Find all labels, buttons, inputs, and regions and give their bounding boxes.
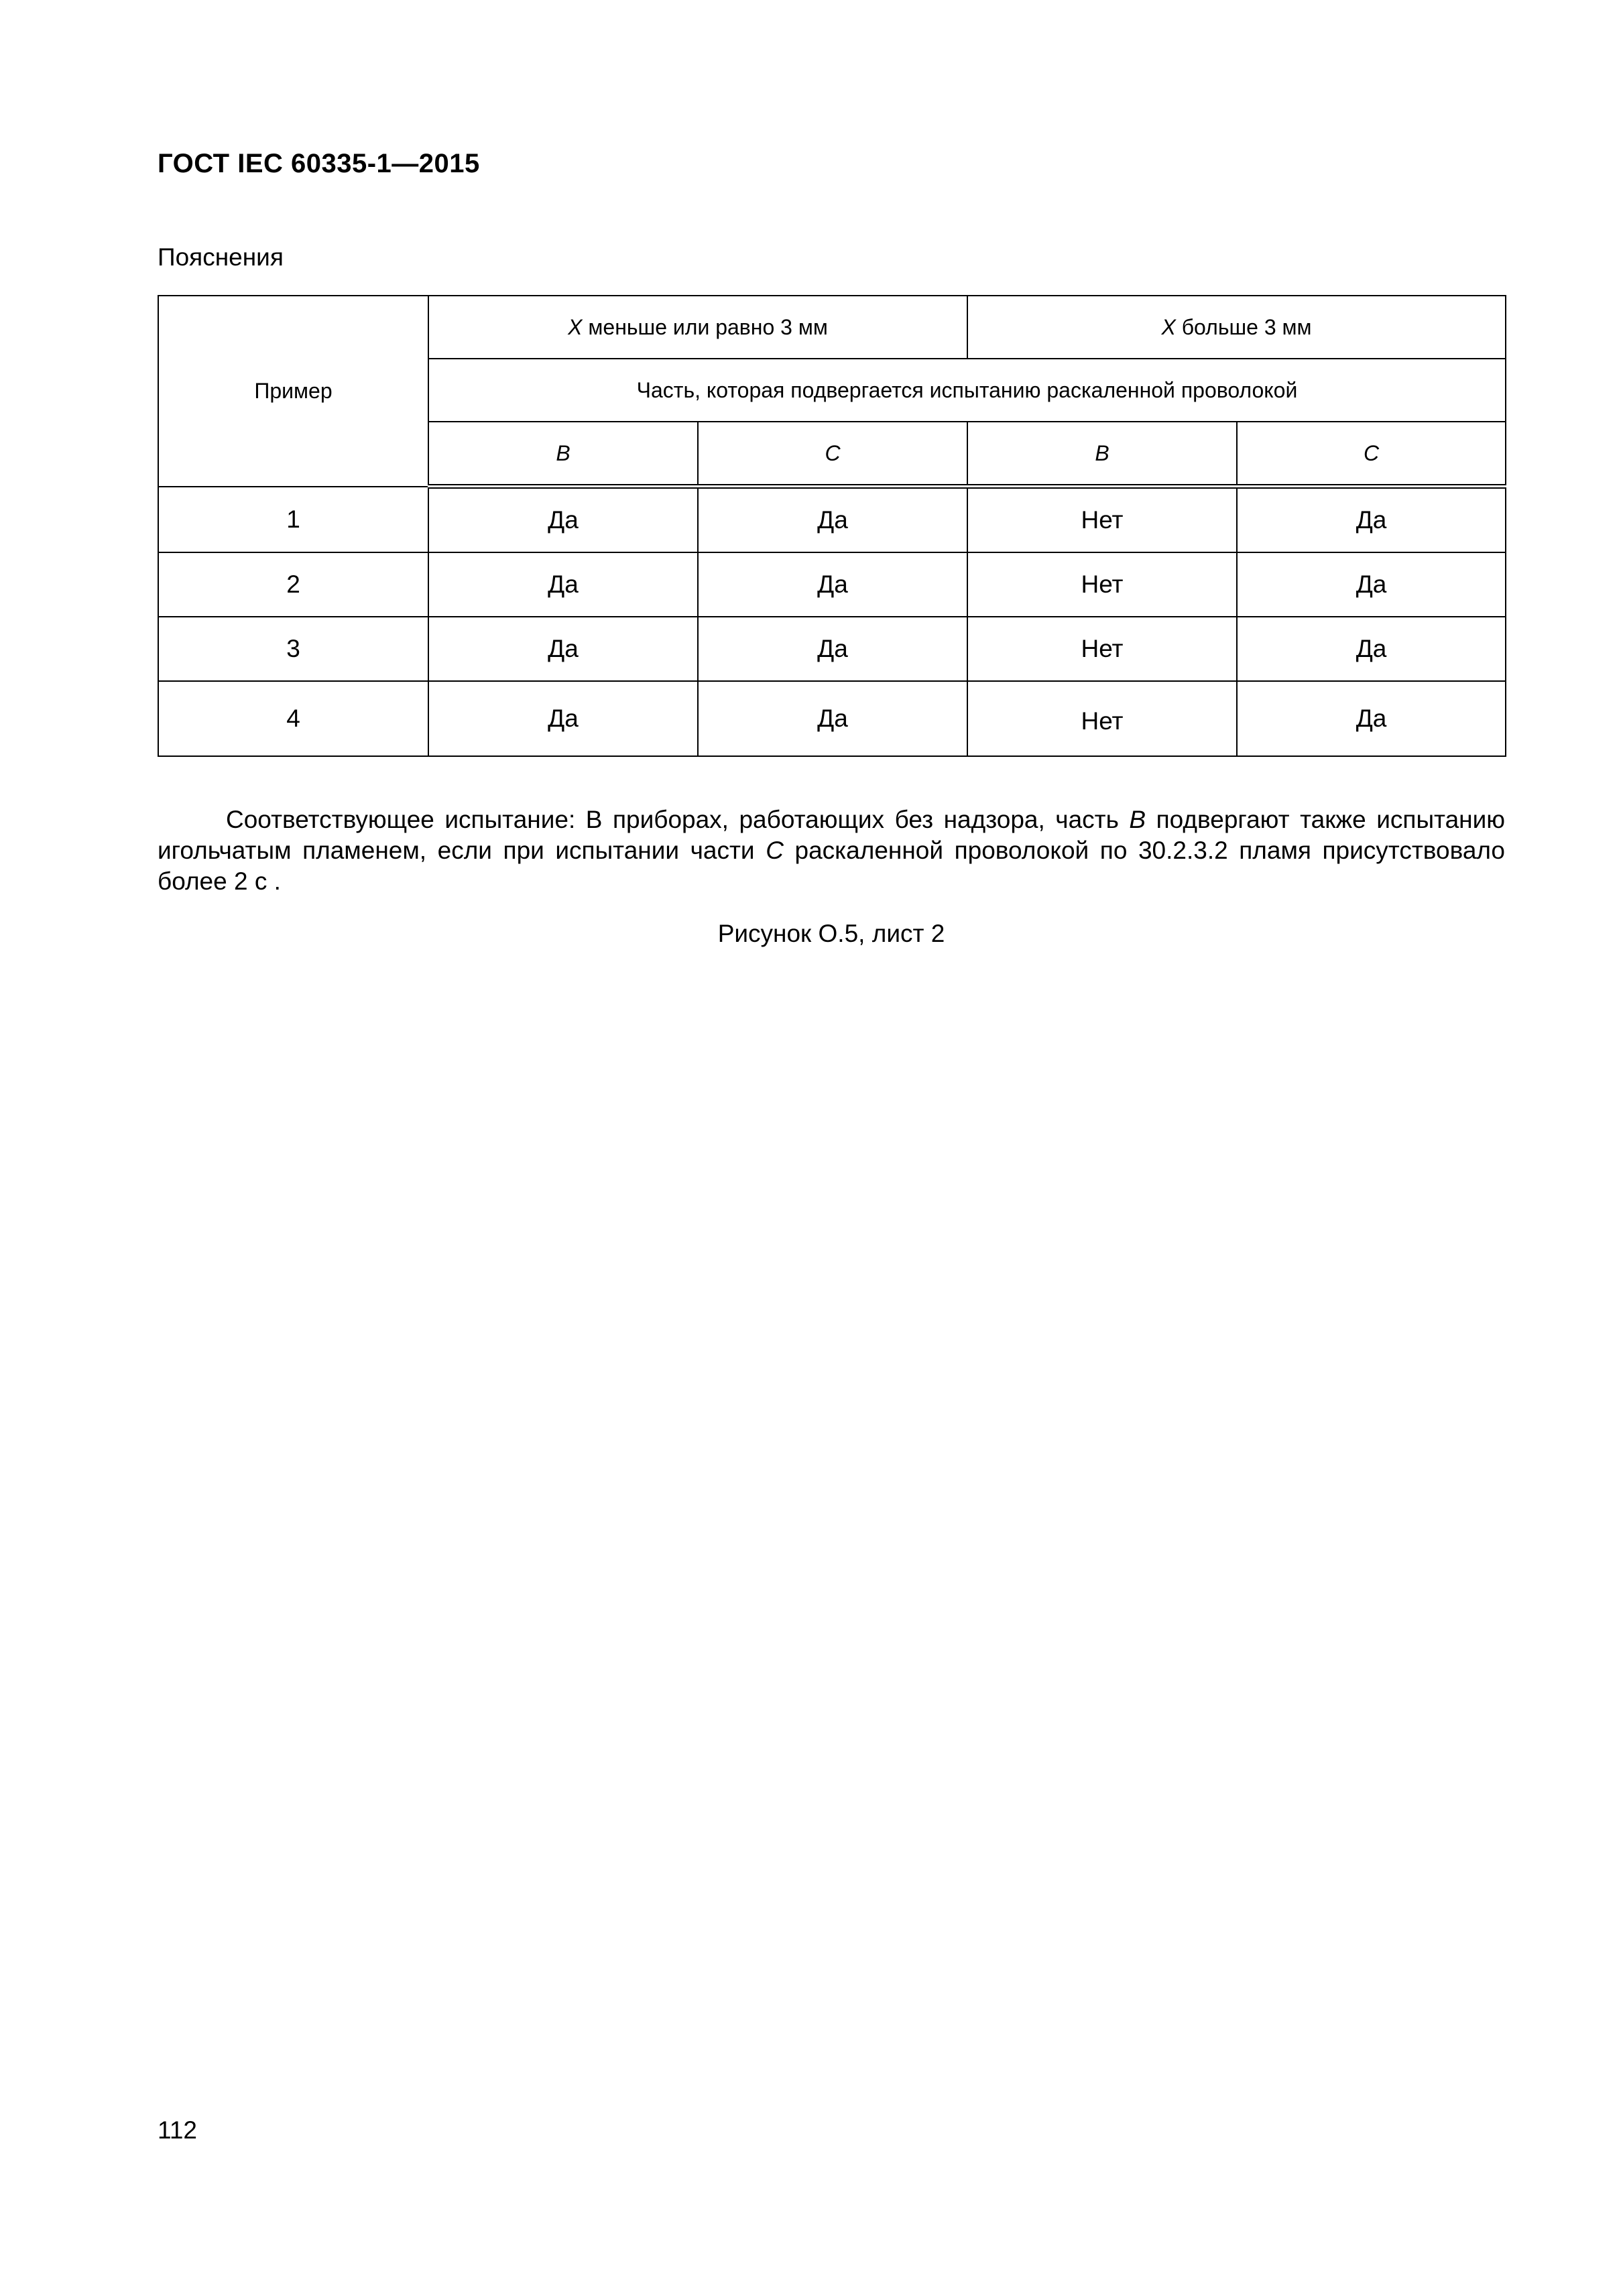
- legend-table: [158, 295, 1506, 757]
- note-var: C: [766, 837, 784, 864]
- page-number: 112: [158, 2116, 197, 2144]
- header-group-1-text: меньше или равно 3 мм: [582, 314, 828, 339]
- row-cell: Да: [698, 617, 967, 681]
- note-paragraph: [158, 804, 1505, 897]
- figure-caption: Рисунок О.5, лист 2: [717, 920, 945, 947]
- row-cell: Да: [698, 681, 967, 756]
- table-row: [158, 552, 1506, 617]
- row-example: 4: [158, 681, 428, 756]
- row-cell: Да: [1237, 617, 1506, 681]
- header-subheader: [428, 359, 1506, 422]
- table-row: [158, 487, 1506, 553]
- note-text: раскаленной проволокой по 30.2.3.2 пламя присутствовало более 2 с .: [158, 837, 1506, 895]
- row-cell: Да: [1237, 487, 1506, 553]
- row-cell: Нет: [967, 552, 1237, 617]
- row-example: 3: [158, 617, 428, 681]
- header-group-2-text: больше 3 мм: [1175, 314, 1312, 339]
- row-cell: Да: [428, 617, 698, 681]
- document-code: ГОСТ IEC 60335-1—2015: [158, 149, 480, 178]
- header-group-1: [428, 296, 967, 359]
- note-text: Соответствующее испытание: В приборах, работающих без надзора, часть: [226, 806, 1130, 833]
- header-group-2: [967, 296, 1506, 359]
- row-cell: Да: [698, 487, 967, 553]
- note-text: подвергают также испытанию игольчатым пламенем, если при испытании части: [158, 806, 1505, 864]
- row-cell: Нет: [967, 487, 1237, 553]
- row-cell: Да: [428, 487, 698, 553]
- header-part: B: [967, 422, 1237, 487]
- row-example: 1: [158, 487, 428, 553]
- header-example: [158, 296, 428, 487]
- row-cell: Да: [1237, 552, 1506, 617]
- header-part: C: [698, 422, 967, 487]
- table-row: [158, 681, 1506, 756]
- row-cell: Нет: [967, 681, 1237, 756]
- header-example-label: Пример: [254, 378, 333, 403]
- header-part: C: [1237, 422, 1506, 487]
- row-example: 2: [158, 552, 428, 617]
- header-group-2-var: X: [1161, 314, 1176, 339]
- note-var: B: [1129, 806, 1146, 833]
- row-cell: Да: [1237, 681, 1506, 756]
- row-cell: Нет: [967, 617, 1237, 681]
- header-group-1-var: X: [568, 314, 583, 339]
- header-subheader-label: Часть, которая подвергается испытанию раскаленной проволокой: [636, 377, 1298, 402]
- row-cell: Да: [428, 552, 698, 617]
- row-cell: Да: [698, 552, 967, 617]
- row-cell: Да: [428, 681, 698, 756]
- header-part: B: [428, 422, 698, 487]
- legend-label: Пояснения: [158, 243, 284, 271]
- table-row: [158, 617, 1506, 681]
